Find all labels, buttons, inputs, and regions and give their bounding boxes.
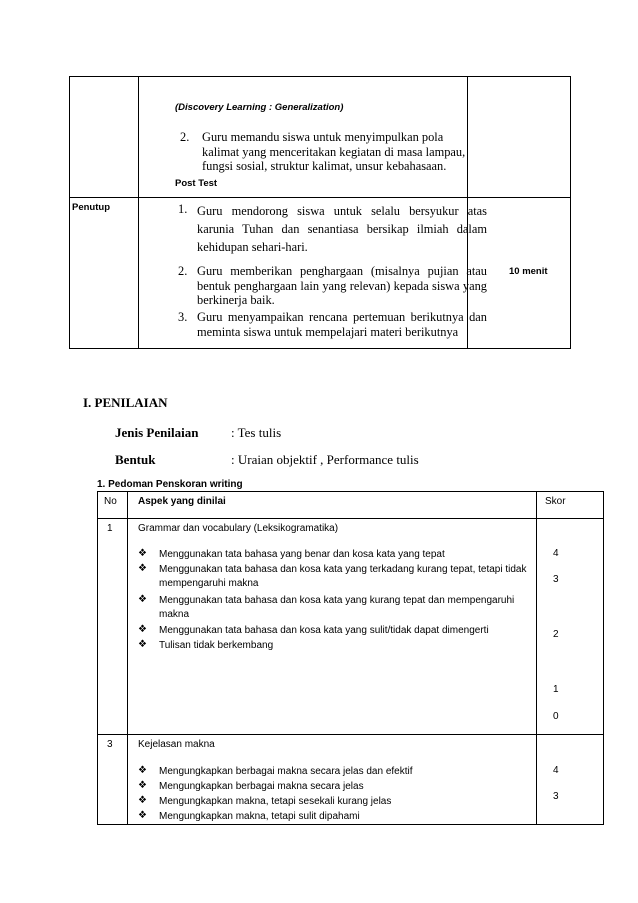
score-value: 0 (553, 711, 559, 722)
aspect-title: Grammar dan vocabulary (Leksikogramatika) (138, 523, 339, 534)
list-text: Guru mendorong siswa untuk selalu bersyukur atas karunia Tuhan dan senantiasa bersikap ilmiah dalam kehidupan sehari-hari. (197, 204, 487, 254)
bentuk-label: Bentuk (115, 452, 156, 467)
criterion-text: Menggunakan tata bahasa yang benar dan kosa kata yang tepat (159, 549, 445, 560)
duration-label: 10 menit (509, 266, 548, 277)
criterion-text: Mengungkapkan makna, tetapi sulit dipahami (159, 811, 360, 822)
pedoman-heading: 1. Pedoman Penskoran writing (97, 479, 243, 490)
stage-cell-empty (70, 77, 139, 198)
list-number: 1. (178, 202, 188, 216)
criterion-text: Mengungkapkan berbagai makna secara jelas dan efektif (159, 766, 413, 777)
penutup-label: Penutup (72, 202, 110, 213)
penutup-item-1 (178, 202, 490, 254)
score-value: 3 (553, 574, 559, 585)
list-number: 2. (178, 264, 188, 278)
criterion-text: Mengungkapkan makna, tetapi sesekali kurang jelas (159, 796, 392, 807)
post-test-label: Post Test (175, 178, 218, 189)
score-value: 4 (553, 765, 559, 776)
criterion-text: Tulisan tidak berkembang (159, 640, 274, 651)
criterion-text: Menggunakan tata bahasa dan kosa kata yang terkadang kurang tepat, tetapi tidak mempengaruhi makna (159, 564, 527, 589)
score-value: 4 (553, 548, 559, 559)
list-text: Guru menyampaikan rencana pertemuan berikutnya dan meminta siswa untuk mempelajari materi berikutnya (197, 310, 487, 339)
row-no-cell (98, 519, 128, 735)
jenis-penilaian-value: : Tes tulis (231, 425, 282, 440)
bentuk-value: : Uraian objektif , Performance tulis (231, 452, 419, 467)
list-text: Guru memandu siswa untuk menyimpulkan pola kalimat yang menceritakan kegiatan di masa lampau, fungsi sosial, struktur kalimat, unsur kebahasaan. (202, 130, 466, 173)
penutup-item-3 (178, 310, 490, 356)
jenis-penilaian-label: Jenis Penilaian (115, 425, 199, 440)
diamond-bullet-icon: ❖ (138, 639, 147, 650)
row-number: 3 (107, 739, 113, 750)
penutup-item-2 (178, 264, 490, 310)
list-text: Guru memberikan penghargaan (misalnya pujian atau bentuk penghargaan lain yang relevan) kepada siswa yang berkinerja baik. (197, 264, 487, 307)
criterion-text: Menggunakan tata bahasa dan kosa kata yang kurang tepat dan mempengaruhi makna (159, 595, 515, 620)
header-aspek: Aspek yang dinilai (138, 496, 226, 507)
row-skor-cell (537, 735, 604, 825)
criterion-text: Mengungkapkan berbagai makna secara jelas (159, 781, 364, 792)
discovery-learning-title: (Discovery Learning : Generalization) (175, 102, 344, 113)
diamond-bullet-icon: ❖ (138, 594, 147, 605)
criterion-text: Menggunakan tata bahasa dan kosa kata yang sulit/tidak dapat dimengerti (159, 625, 489, 636)
score-value: 3 (553, 791, 559, 802)
diamond-bullet-icon: ❖ (138, 795, 147, 806)
score-value: 2 (553, 629, 559, 640)
diamond-bullet-icon: ❖ (138, 765, 147, 776)
diamond-bullet-icon: ❖ (138, 548, 147, 559)
diamond-bullet-icon: ❖ (138, 624, 147, 635)
list-number: 2. (180, 130, 190, 144)
diamond-bullet-icon: ❖ (138, 563, 147, 574)
score-value: 1 (553, 684, 559, 695)
header-no: No (104, 496, 117, 507)
list-number: 3. (178, 310, 188, 324)
diamond-bullet-icon: ❖ (138, 780, 147, 791)
section-heading-penilaian: I. PENILAIAN (83, 395, 168, 410)
aspect-title: Kejelasan makna (138, 739, 215, 750)
diamond-bullet-icon: ❖ (138, 810, 147, 821)
header-skor: Skor (545, 496, 566, 507)
row-number: 1 (107, 523, 113, 534)
activity-item-2 (180, 130, 490, 176)
row-skor-cell (537, 519, 604, 735)
stage-cell-penutup (70, 198, 139, 349)
